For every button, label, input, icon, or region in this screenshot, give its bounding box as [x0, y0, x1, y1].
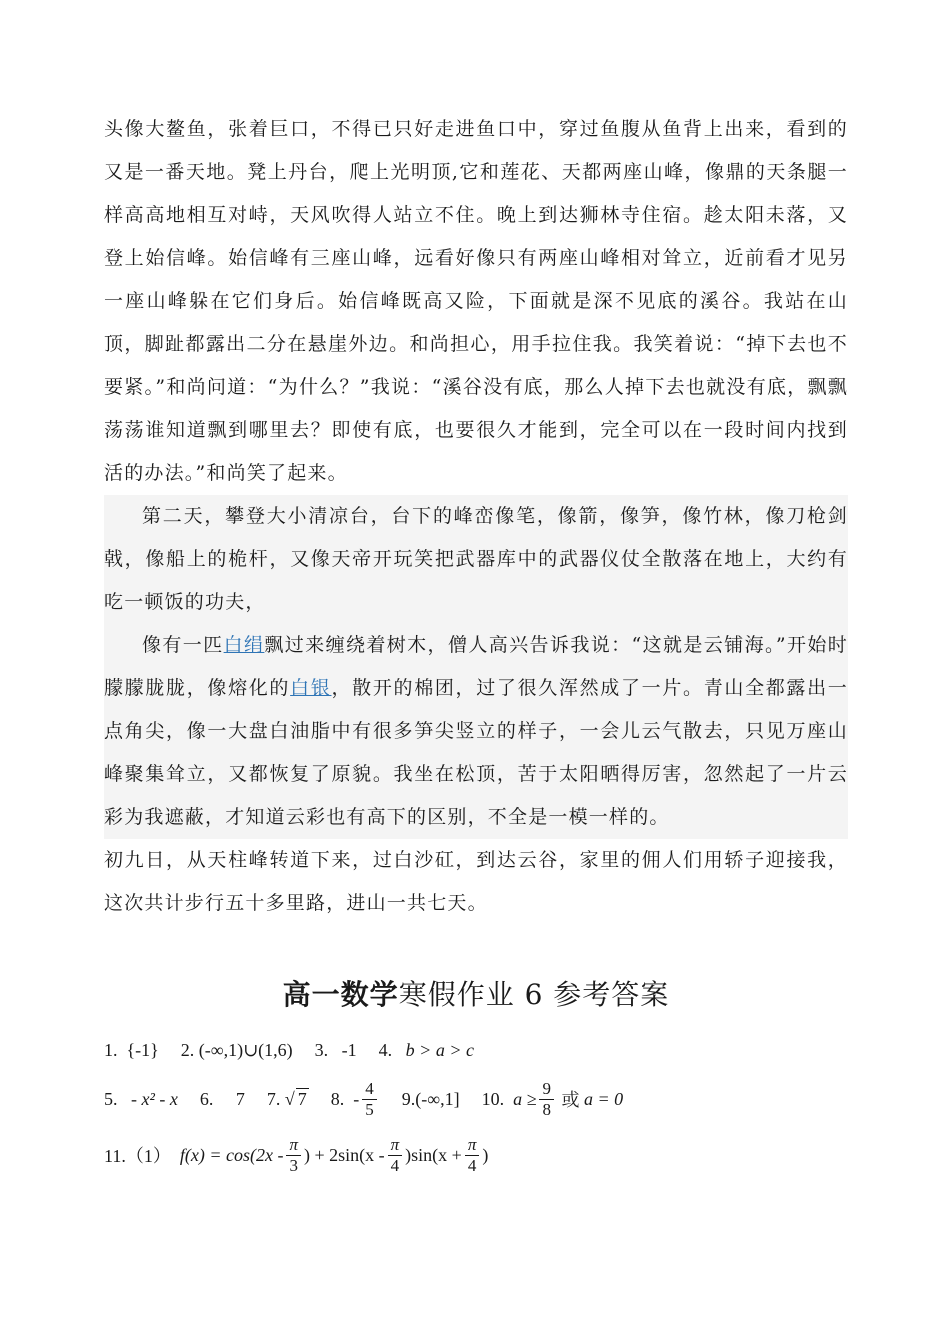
answer-11-frac-3 — [465, 1135, 480, 1176]
answer-list — [104, 1027, 848, 1185]
p3-text-b: 飘过来缠绕着树木，僧人高兴告诉我说：“这就是云铺海。”开始时朦朦胧胧，像熔化的 — [104, 634, 848, 699]
answer-row-1 — [104, 1027, 848, 1073]
answer-6 — [200, 1089, 245, 1110]
answer-8: 8. - $\frac{4}{5}$ — [331, 1079, 380, 1120]
essay-paragraph-4: 初九日，从天柱峰转道下来，过白沙矼，到达云谷，家里的佣人们用轿子迎接我，这次共计步行五十多里路，进山一共七天。 — [104, 849, 848, 914]
answer-7-value: 7 — [297, 1089, 307, 1109]
answer-3-label: 3. — [314, 1039, 329, 1060]
answer-4 — [379, 1040, 474, 1061]
answer-8-fraction — [362, 1079, 377, 1120]
answer-4-value: b > a > c — [405, 1039, 474, 1060]
essay-paragraph-2: 第二天，攀登大小清凉台，台下的峰峦像笔，像箭，像笋，像竹林，像刀枪剑戟，像船上的桅杆，又像天帝开玩笑把武器库中的武器仪仗全散落在地上，大约有吃一顿饭的功夫， — [104, 505, 848, 613]
answer-1-label: 1. — [104, 1039, 118, 1060]
link-baiyin[interactable]: 白银 — [290, 677, 332, 699]
answer-11 — [104, 1135, 488, 1176]
answer-11-label: 11.（1） — [104, 1146, 171, 1166]
essay-paragraph-1: 头像大鳌鱼，张着巨口，不得已只好走进鱼口中，穿过鱼腹从鱼背上出来，看到的又是一番天地。凳上丹台，爬上光明顶,它和莲花、天都两座山峰，像鼎的天条腿一样高高地相互对峙，天风吹得人站立不住。晚上到达狮林寺住宿。趁太阳未落，又登上始信峰。始信峰有三座山峰，远看好像只有两座山峰相对耸立，近前看才见另一座山峰躲在它们身后。始信峰既高又险，下面就是深不见底的溪谷。我站在山顶，脚趾都露出二分在悬崖外边。和尚担心，用手拉住我。我笑着说：“掉下去也不要紧。”和尚问道：“为什么？”我说：“溪谷没有底，那么人掉下去也就没有底，飘飘荡荡谁知道飘到哪里去？即使有底，也要很久才能到，完全可以在一段时间内找到活的办法。”和尚笑了起来。 — [104, 118, 848, 484]
answer-10-numerator: 9 — [539, 1079, 554, 1100]
answer-8-denominator: 5 — [365, 1099, 374, 1119]
answer-row-3 — [104, 1125, 848, 1185]
answer-11-end: ) — [482, 1144, 489, 1165]
answer-2-value: (-∞,1)∪(1,6) — [198, 1039, 293, 1060]
answer-7: 7. √ 7 — [266, 1088, 307, 1109]
title-bold: 高一数学 — [282, 978, 399, 1011]
answer-1-value: {-1} — [126, 1039, 159, 1060]
answer-row-2 — [104, 1073, 848, 1125]
link-baijuan[interactable]: 白绢 — [223, 634, 265, 656]
answer-10-prefix: a ≥ — [513, 1088, 537, 1109]
p3-text-c: ，散开的棉团，过了很久浑然成了一片。青山全都露出一点角尖，像一大盘白油脂中有很多笋尖竖立的样子，一会儿云气散去，只见万座山峰聚集耸立，又都恢复了原貌。我坐在松顶，苦于太阳晒得厉害，忽然起了一片云彩为我遮蔽，才知道云彩也有高下的区别，不全是一模一样的。 — [104, 677, 848, 828]
essay-paragraph-3 — [104, 624, 848, 839]
shaded-block — [104, 495, 848, 839]
answer-10 — [482, 1079, 624, 1120]
answer-9-value: (-∞,1] — [415, 1088, 460, 1109]
p3-text-a: 像有一匹 — [142, 634, 224, 656]
answer-10-fraction — [539, 1079, 554, 1120]
answer-11-frac-3-den: 4 — [467, 1155, 477, 1175]
answer-6-value: 7 — [235, 1088, 245, 1109]
answer-11-frac-2-num: π — [388, 1135, 403, 1156]
answer-11-frac-3-num: π — [465, 1135, 480, 1156]
answer-11-mid: ) + 2sin(x - — [303, 1144, 385, 1165]
answer-9 — [402, 1089, 460, 1110]
answer-9-label: 9. — [401, 1088, 416, 1109]
answer-2-label: 2. — [180, 1039, 195, 1060]
answer-3-value: -1 — [341, 1039, 357, 1060]
answer-10-denominator: 8 — [542, 1099, 551, 1119]
answer-10-or: 或 — [561, 1090, 580, 1110]
answer-11-frac-2-den: 4 — [390, 1155, 400, 1175]
answer-11-f: f(x) = cos(2x - — [179, 1144, 284, 1165]
answer-11-frac-1-num: π — [286, 1135, 301, 1156]
answer-10-suffix: a = 0 — [583, 1088, 624, 1109]
title-normal: 寒假作业 6 参考答案 — [398, 978, 670, 1011]
answer-2 — [181, 1040, 293, 1061]
answer-4-label: 4. — [378, 1039, 393, 1060]
answer-11-mid2: )sin(x + — [405, 1144, 462, 1165]
answer-5-value: - x² - x — [131, 1088, 178, 1109]
answer-3 — [315, 1040, 357, 1061]
answer-11-frac-2 — [388, 1135, 403, 1176]
answer-11-frac-1 — [286, 1135, 301, 1176]
answer-6-label: 6. — [199, 1088, 214, 1109]
answer-5-label: 5. — [104, 1088, 118, 1109]
answer-1 — [104, 1040, 159, 1061]
answer-8-numerator: 4 — [362, 1079, 377, 1100]
answer-5 — [104, 1089, 178, 1110]
answer-7-label: 7. — [266, 1088, 281, 1109]
answer-8-label: 8. — [330, 1088, 345, 1109]
content-area — [104, 108, 848, 1185]
answer-10-label: 10. — [481, 1088, 505, 1109]
answer-title — [104, 977, 848, 1013]
answer-11-frac-1-den: 3 — [289, 1155, 298, 1175]
